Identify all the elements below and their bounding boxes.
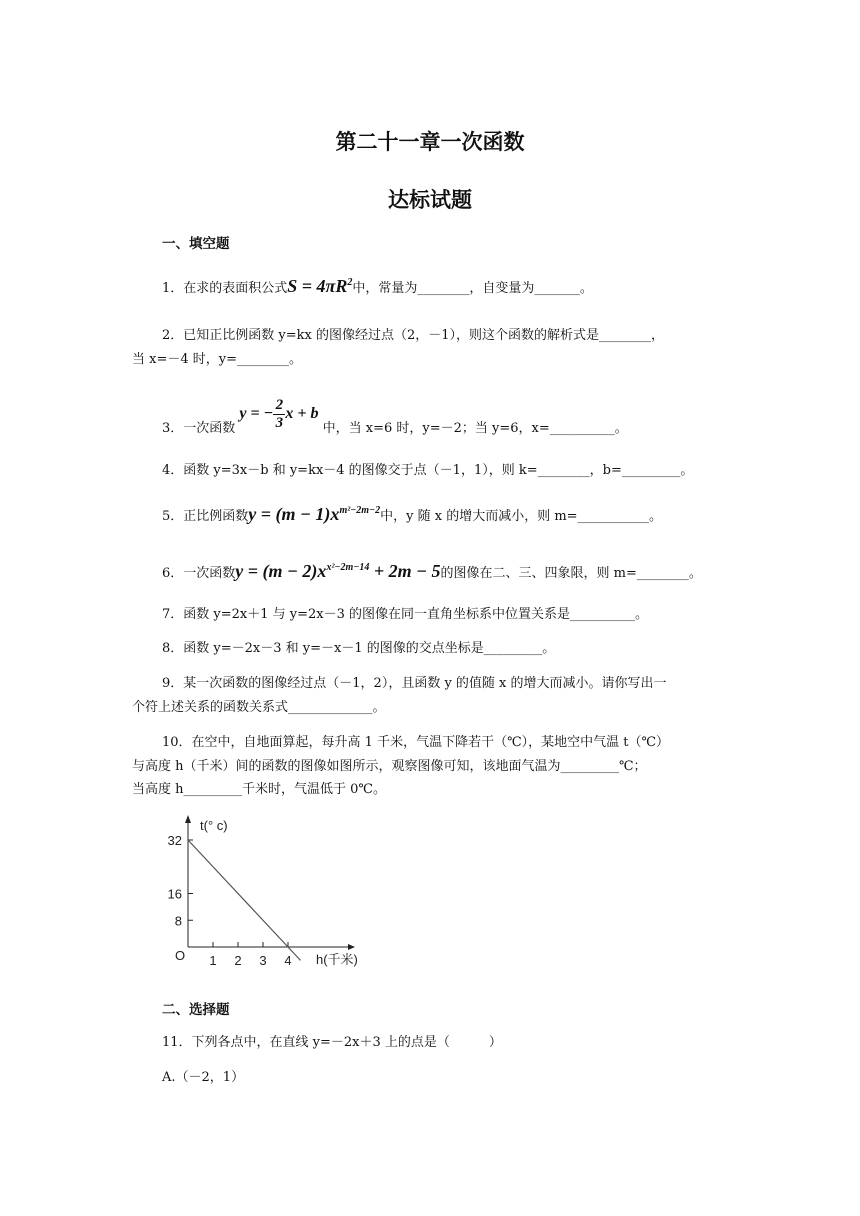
question-8: 8．函数 y=－2x－3 和 y=－x－1 的图像的交点坐标是_________。	[162, 641, 556, 656]
x-tick-label: 3	[259, 953, 267, 968]
question-10-line-3: 当高度 h_________千米时，气温低于 0℃。	[132, 782, 386, 797]
y-tick-label: 32	[167, 833, 182, 848]
x-tick-label: 1	[209, 953, 217, 968]
question-1	[162, 276, 593, 297]
series-line	[188, 840, 301, 960]
q3-formula: y = − $\frac{2}{3}$ x + b	[239, 397, 319, 431]
question-6	[162, 561, 702, 582]
y-axis-arrow	[185, 815, 191, 823]
origin-label: O	[175, 948, 186, 963]
question-10-line-2: 与高度 h（千米）间的函数的图像如图所示，观察图像可知，该地面气温为_________℃；	[132, 759, 647, 774]
question-2-line-1: 2．已知正比例函数 y=kx 的图像经过点（2，－1），则这个函数的解析式是________，	[162, 328, 665, 343]
question-4: 4．函数 y=3x－b 和 y=kx－4 的图像交于点（－1，1），则 k=________，b=_________。	[162, 463, 694, 478]
temperature-height-chart	[158, 810, 398, 980]
question-5	[162, 504, 662, 525]
q1-text-post: 中，常量为________，自变量为_______。	[352, 281, 593, 296]
question-9-line-2: 个符上述关系的函数关系式_____________。	[132, 700, 386, 715]
q3-text-post: 中，当 x=6 时，y=－2；当 y=6，x=__________。	[322, 421, 628, 437]
page-subtitle: 达标试题	[388, 188, 472, 212]
x-axis-label: h(千米)	[316, 952, 358, 967]
question-11: 11．下列各点中，在直线 y=－2x＋3 上的点是（ ）	[162, 1035, 502, 1050]
section-fill-in: 一、填空题	[162, 236, 230, 252]
y-tick-label: 8	[174, 913, 182, 929]
section-choice: 二、选择题	[162, 1002, 230, 1018]
x-axis-arrow	[348, 944, 355, 950]
page-title: 第二十一章一次函数	[335, 130, 525, 154]
y-tick-label: 16	[167, 886, 182, 902]
q1-text: 1．在求的表面积公式	[162, 281, 288, 296]
q5-text-post: 中，y 随 x 的增大而减小，则 m=___________。	[380, 509, 663, 524]
y-axis-label: t(° c)	[200, 818, 228, 833]
question-9-line-1: 9．某一次函数的图像经过点（－1，2），且函数 y 的值随 x 的增大而减小。请你写出一	[162, 676, 667, 691]
q5-formula: $y = (m - 1)x^{m^2-2m-2}$	[248, 504, 381, 524]
q6-text: 6．一次函数	[162, 566, 236, 581]
x-tick-label: 2	[234, 953, 242, 968]
question-3	[162, 397, 628, 436]
question-2-line-2: 当 x=－4 时，y=________。	[132, 352, 302, 367]
question-7: 7．函数 y=2x＋1 与 y=2x－3 的图像在同一直角坐标系中位置关系是__________。	[162, 607, 649, 622]
q6-formula: $y = (m - 2)x^{x^2-2m-14} + 2m - 5$	[235, 561, 441, 581]
question-10-line-1: 10．在空中，自地面算起，每升高 1 千米，气温下降若干（℃），某地空中气温 t（℃）	[162, 735, 670, 750]
q3-fraction: $\frac{2}{3}$	[273, 397, 285, 432]
q3-text: 3．一次函数	[162, 421, 236, 437]
q6-text-post: 的图像在二、三、四象限，则 m=________。	[440, 566, 702, 581]
q5-text: 5．正比例函数	[162, 509, 249, 524]
x-tick-label: 4	[284, 953, 292, 968]
question-11-option-a: A.（－2，1）	[162, 1070, 245, 1085]
q1-formula: $S = 4\pi R^2$	[287, 276, 353, 296]
